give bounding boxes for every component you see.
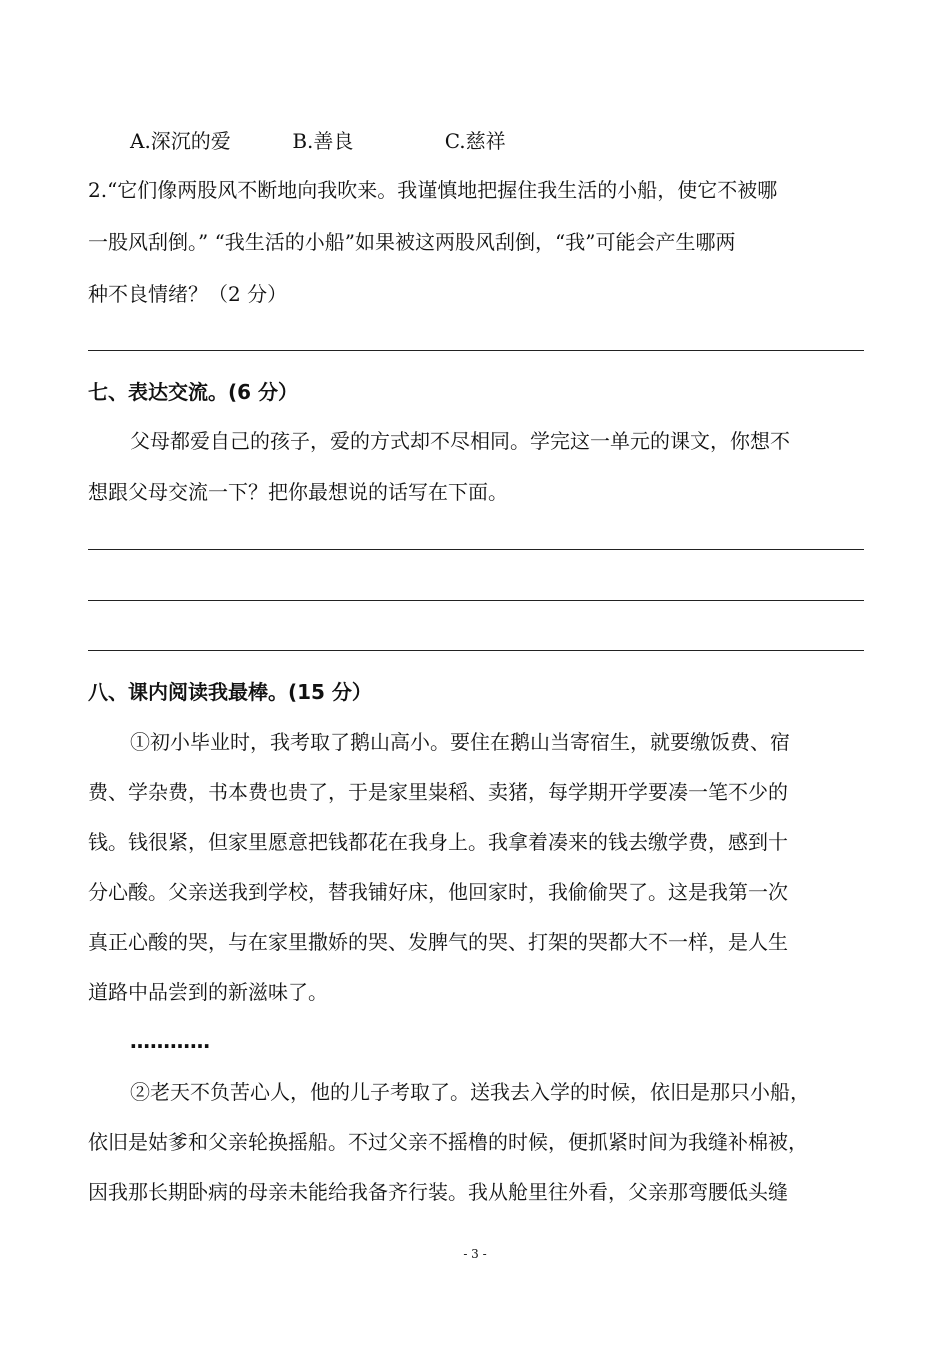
paragraph-1-line: 分心酸。父亲送我到学校，替我铺好床，他回家时，我偷偷哭了。这是我第一次 — [88, 880, 788, 904]
paragraph-1-line: 费、学杂费，书本费也贵了，于是家里粜稻、卖猪，每学期开学要凑一笔不少的 — [88, 780, 788, 804]
section-7-line-1: 父母都爱自己的孩子，爱的方式却不尽相同。学完这一单元的课文，你想不 — [130, 429, 790, 453]
paragraph-1-line: 钱。钱很紧，但家里愿意把钱都花在我身上。我拿着凑来的钱去缴学费，感到十 — [88, 830, 788, 854]
answer-line[interactable] — [88, 650, 864, 651]
paragraph-1-line: ①初小毕业时，我考取了鹅山高小。要住在鹅山当寄宿生，就要缴饭费、宿 — [130, 730, 790, 754]
paragraph-2-line: ②老天不负苦心人，他的儿子考取了。送我去入学的时候，依旧是那只小船， — [130, 1080, 810, 1104]
answer-line[interactable] — [88, 549, 864, 550]
page-number: - 3 - — [463, 1247, 487, 1261]
question-2-line-3: 种不良情绪？（2 分） — [88, 282, 288, 306]
question-2-line-1: 2.“它们像两股风不断地向我吹来。我谨慎地把握住我生活的小船，使它不被哪 — [88, 178, 778, 202]
paragraph-2-line: 依旧是姑爹和父亲轮换摇船。不过父亲不摇橹的时候，便抓紧时间为我缝补棉被， — [88, 1130, 808, 1154]
question-1-options — [130, 126, 910, 156]
section-7-line-2: 想跟父母交流一下？把你最想说的话写在下面。 — [88, 480, 508, 504]
paragraph-2-line: 因我那长期卧病的母亲未能给我备齐行装。我从舱里往外看，父亲那弯腰低头缝 — [88, 1180, 788, 1204]
ellipsis: ………… — [130, 1029, 210, 1053]
paragraph-1-line: 道路中品尝到的新滋味了。 — [88, 980, 328, 1004]
paragraph-1-line: 真正心酸的哭，与在家里撒娇的哭、发脾气的哭、打架的哭都大不一样，是人生 — [88, 930, 788, 954]
option-a: A.深沉的爱 — [130, 129, 231, 153]
section-8-heading: 八、课内阅读我最棒。(15 分） — [88, 680, 372, 704]
section-7-heading: 七、表达交流。(6 分） — [88, 380, 299, 404]
option-c: C.慈祥 — [444, 129, 506, 153]
answer-line[interactable] — [88, 350, 864, 351]
question-2-line-2: 一股风刮倒。” “我生活的小船”如果被这两股风刮倒，“我”可能会产生哪两 — [88, 230, 736, 254]
option-b: B.善良 — [292, 129, 354, 153]
answer-line[interactable] — [88, 600, 864, 601]
